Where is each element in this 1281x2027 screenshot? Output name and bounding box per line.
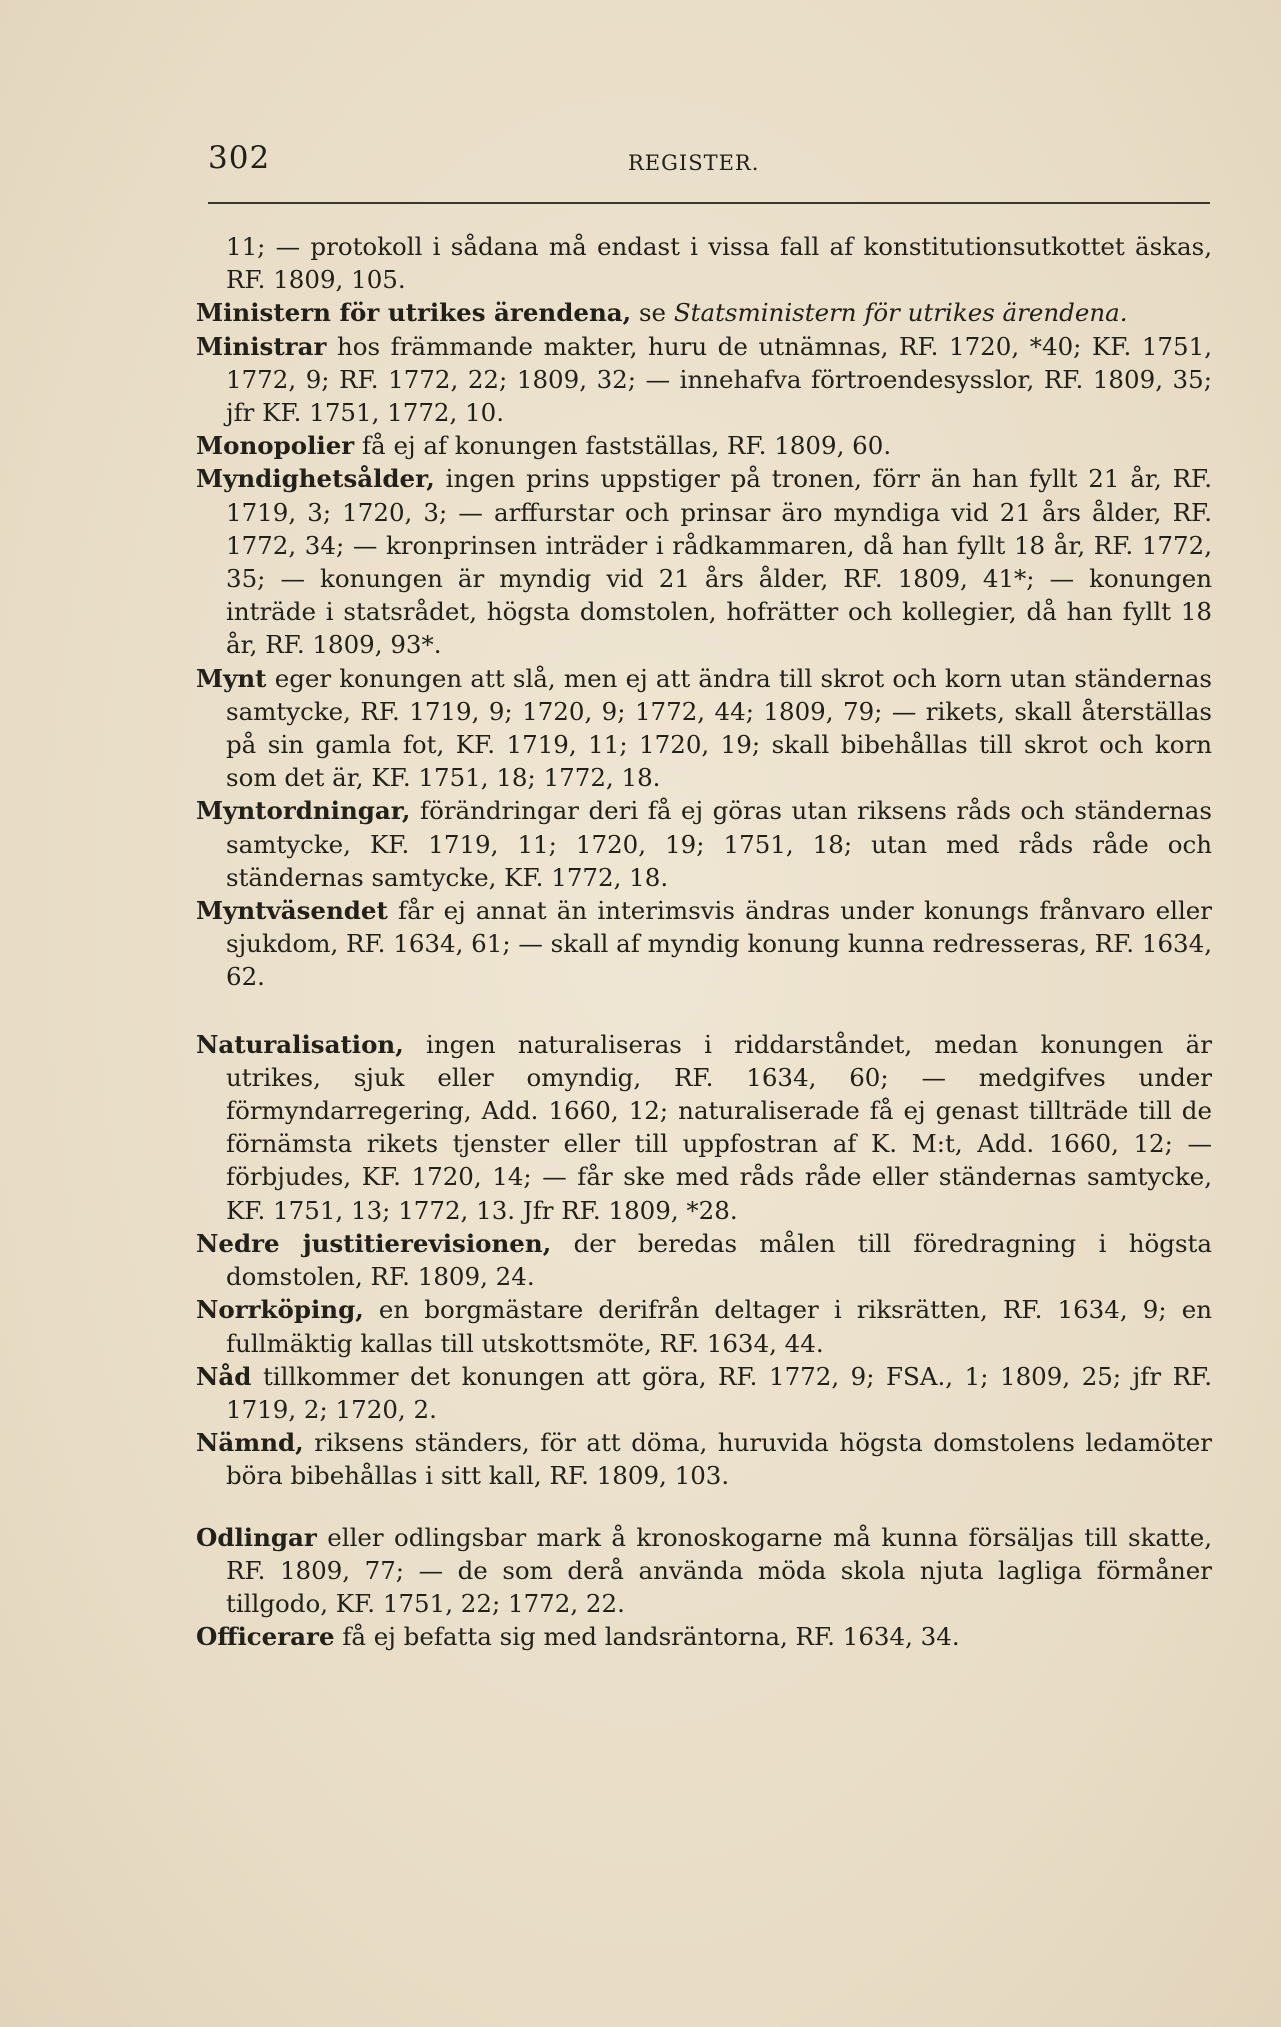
- entry-head: Ministern för utrikes ärendena,: [196, 298, 632, 328]
- page-header: [208, 140, 1210, 200]
- entry-head: Nåd: [196, 1361, 252, 1391]
- entry-head: Myntväsendet: [196, 896, 388, 926]
- entry-text: hos främmande makter, huru de utnämnas, RF. 1720, *40; KF. 1751, 1772, 9; RF. 1772, 22; 1809, 32; — innehafva förtroendesysslor, RF. 1809, 35; jfr KF. 1751, 1772, 10.: [226, 331, 1212, 428]
- entry-text: får ej annat än interimsvis ändras under konungs frånvaro eller sjukdom, RF. 1634, 61; — skall af myndig konung kunna redresseras, RF. 1634, 62.: [226, 896, 1213, 992]
- entry-head: Nämnd,: [196, 1428, 304, 1458]
- page-number: 302: [208, 140, 271, 176]
- entry-cross-reference: Statsministern för utrikes ärendena.: [673, 298, 1128, 328]
- continuation-text: 11; — protokoll i sådana må endast i vissa fall af konstitutionsutkottet äskas, RF. 1809, 105.: [226, 232, 1212, 295]
- entry-head: Naturalisation,: [196, 1029, 404, 1059]
- entry-head: Mynt: [196, 663, 267, 693]
- entry-head: Ministrar: [196, 331, 327, 361]
- entry-text: riksens ständers, för att döma, huruvida högsta domstolens ledamöter böra bibehållas i sitt kall, RF. 1809, 103.: [226, 1428, 1212, 1491]
- entry-mynt: [196, 662, 1212, 795]
- entry-nedre-justitierevisionen: [196, 1227, 1212, 1293]
- entry-ministern: [196, 296, 1212, 329]
- entry-odlingar: [196, 1521, 1212, 1621]
- entry-text: förändringar deri få ej göras utan riksens råds och ständernas samtycke, KF. 1719, 11; 1720, 19; 1751, 18; utan med råds råde och ständernas samtycke, KF. 1772, 18.: [226, 796, 1212, 892]
- entry-text: få ej af konungen fastställas, RF. 1809, 60.: [354, 431, 892, 461]
- entry-head: Nedre justitierevisionen,: [196, 1228, 552, 1258]
- entry-text: tillkommer det konungen att göra, RF. 1772, 9; FSA., 1; 1809, 25; jfr RF. 1719, 2; 1720, 2.: [226, 1361, 1212, 1424]
- entry-myndighetsalder: [196, 462, 1212, 661]
- entry-text: ingen prins uppstiger på tronen, förr än han fyllt 21 år, RF. 1719, 3; 1720, 3; — arffurstar och prinsar äro myndiga vid 21 års ålder, RF. 1772, 34; — kronprinsen inträder i rådkammaren, då han fyllt 18 år, RF. 1772, 35; — konungen är myndig vid 21 års ålder, RF. 1809, 41*; — konungen inträde i statsrådet, högsta domstolen, hofrätter och kollegier, då han fyllt 18 år, RF. 1809, 93*.: [226, 464, 1212, 660]
- entry-text: ingen naturaliseras i riddarståndet, medan konungen är utrikes, sjuk eller omyndig, RF. 1634, 60; — medgifves under förmyndarregering, Add. 1660, 12; naturaliserade få ej genast tillträde till de förnämsta rikets tjenster eller till uppfostran af K. M:t, Add. 1660, 12; — förbjudes, KF. 1720, 14; — får ske med råds råde eller ständernas samtycke, KF. 1751, 13; 1772, 13. Jfr RF. 1809, *28.: [226, 1029, 1212, 1225]
- entry-head: Monopolier: [196, 431, 355, 461]
- entry-naturalisation: [196, 1028, 1212, 1227]
- entry-head: Odlingar: [196, 1522, 317, 1552]
- entry-text: en borgmästare derifrån deltager i riksrätten, RF. 1634, 9; en fullmäktig kallas till utskottsmöte, RF. 1634, 44.: [226, 1295, 1212, 1358]
- entry-namnd: [196, 1426, 1212, 1492]
- entry-ministrar: [196, 330, 1212, 430]
- entry-head: Officerare: [196, 1622, 335, 1652]
- running-head: REGISTER.: [628, 151, 760, 175]
- entry-officerare: [196, 1620, 1212, 1653]
- entry-text: eger konungen att slå, men ej att ändra till skrot och korn utan ständernas samtycke, RF. 1719, 9; 1720, 9; 1772, 44; 1809, 79; — rikets, skall återställas på sin gamla fot, KF. 1719, 11; 1720, 19; skall bibehållas till skrot och korn som det är, KF. 1751, 18; 1772, 18.: [226, 663, 1212, 793]
- entry-text: se: [631, 298, 674, 328]
- entry-myntordningar: [196, 794, 1212, 894]
- entry-text: få ej befatta sig med landsräntorna, RF. 1634, 34.: [334, 1622, 960, 1652]
- entry-head: Norrköping,: [196, 1295, 364, 1325]
- header-rule: [208, 202, 1210, 204]
- entry-myntvasendet: [196, 894, 1212, 994]
- entry-head: Myndighetsålder,: [196, 464, 435, 494]
- entry-nad: [196, 1360, 1212, 1426]
- entry-text: der beredas målen till föredragning i högsta domstolen, RF. 1809, 24.: [226, 1228, 1212, 1292]
- entry-text: eller odlingsbar mark å kronoskogarne må kunna försäljas till skatte, RF. 1809, 77; — de som derå använda möda skola njuta lagliga förmåner tillgodo, KF. 1751, 22; 1772, 22.: [226, 1522, 1212, 1618]
- entry-monopolier: [196, 429, 1212, 462]
- entry-norrkoping: [196, 1293, 1212, 1359]
- entry-head: Myntordningar,: [196, 796, 411, 826]
- register-entries: [196, 230, 1212, 1653]
